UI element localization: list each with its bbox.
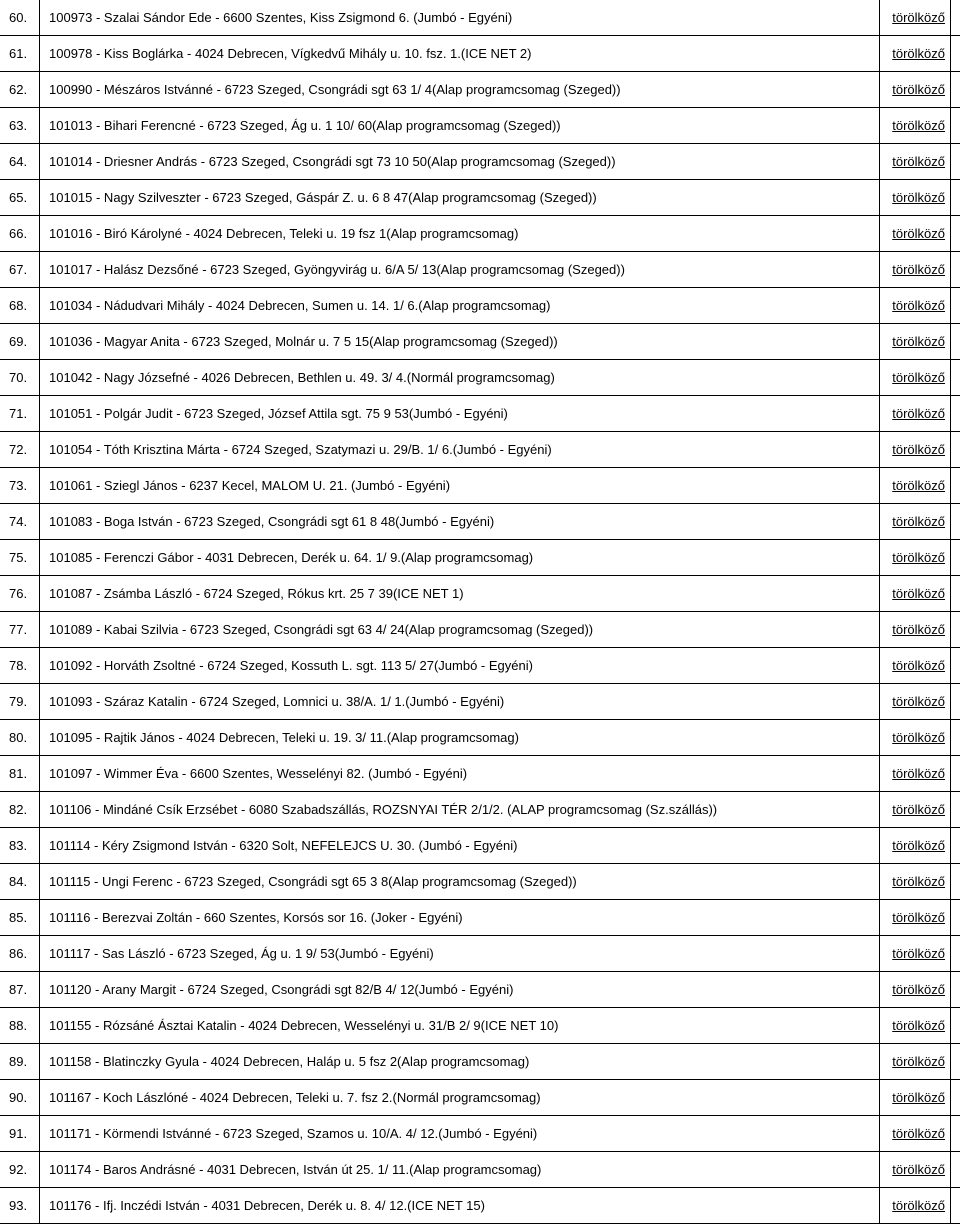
delete-link[interactable]: törölköző [892, 1018, 945, 1033]
table-row [0, 216, 960, 252]
customer-entry: 100973 - Szalai Sándor Ede - 6600 Szentes, Kiss Zsigmond 6. (Jumbó - Egyéni) [49, 10, 513, 25]
delete-link[interactable]: törölköző [892, 370, 945, 385]
customer-entry: 101034 - Nádudvari Mihály - 4024 Debrecen, Sumen u. 14. 1/ 6.(Alap programcsomag) [49, 298, 551, 313]
customer-entry: 101016 - Biró Károlyné - 4024 Debrecen, Teleki u. 19 fsz 1(Alap programcsomag) [49, 226, 519, 241]
table-row [0, 936, 960, 972]
customer-entry: 101014 - Driesner András - 6723 Szeged, Csongrádi sgt 73 10 50(Alap programcsomag (Szeged)) [49, 154, 616, 169]
row-number: 88. [9, 1018, 28, 1033]
delete-link[interactable]: törölköző [892, 1162, 945, 1177]
table-row [0, 108, 960, 144]
customer-entry: 101158 - Blatinczky Gyula - 4024 Debrecen, Haláp u. 5 fsz 2(Alap programcsomag) [49, 1054, 530, 1069]
row-number: 65. [9, 190, 28, 205]
row-number: 80. [9, 730, 28, 745]
delete-link[interactable]: törölköző [892, 154, 945, 169]
row-number: 76. [9, 586, 28, 601]
customer-entry: 101115 - Ungi Ferenc - 6723 Szeged, Csongrádi sgt 65 3 8(Alap programcsomag (Szeged)) [49, 874, 577, 889]
delete-link[interactable]: törölköző [892, 442, 945, 457]
delete-link[interactable]: törölköző [892, 118, 945, 133]
delete-link[interactable]: törölköző [892, 982, 945, 997]
customer-entry: 101015 - Nagy Szilveszter - 6723 Szeged, Gáspár Z. u. 6 8 47(Alap programcsomag (Szeged)) [49, 190, 597, 205]
table-row [0, 828, 960, 864]
customer-entry: 100990 - Mészáros Istvánné - 6723 Szeged, Csongrádi sgt 63 1/ 4(Alap programcsomag (Szeged)) [49, 82, 621, 97]
delete-link[interactable]: törölköző [892, 1054, 945, 1069]
row-number: 72. [9, 442, 28, 457]
row-number: 85. [9, 910, 28, 925]
row-number: 89. [9, 1054, 28, 1069]
table-row [0, 756, 960, 792]
table-row [0, 540, 960, 576]
table-row [0, 900, 960, 936]
row-number: 77. [9, 622, 28, 637]
row-number: 87. [9, 982, 28, 997]
delete-link[interactable]: törölköző [892, 550, 945, 565]
table-row [0, 648, 960, 684]
delete-link[interactable]: törölköző [892, 46, 945, 61]
delete-link[interactable]: törölköző [892, 226, 945, 241]
table-row [0, 288, 960, 324]
table-row [0, 612, 960, 648]
delete-link[interactable]: törölköző [892, 838, 945, 853]
row-number: 73. [9, 478, 28, 493]
row-number: 64. [9, 154, 28, 169]
delete-link[interactable]: törölköző [892, 478, 945, 493]
customer-entry: 101174 - Baros Andrásné - 4031 Debrecen, István út 25. 1/ 11.(Alap programcsomag) [49, 1162, 542, 1177]
customer-entry: 101013 - Bihari Ferencné - 6723 Szeged, Ág u. 1 10/ 60(Alap programcsomag (Szeged)) [49, 118, 561, 133]
customer-entry: 101167 - Koch Lászlóné - 4024 Debrecen, Teleki u. 7. fsz 2.(Normál programcsomag) [49, 1090, 541, 1105]
table-row [0, 396, 960, 432]
customer-entry: 101054 - Tóth Krisztina Márta - 6724 Szeged, Szatymazi u. 29/B. 1/ 6.(Jumbó - Egyéni) [49, 442, 552, 457]
table-row [0, 576, 960, 612]
delete-link[interactable]: törölköző [892, 10, 945, 25]
table-row [0, 144, 960, 180]
delete-link[interactable]: törölköző [892, 910, 945, 925]
table-row [0, 1080, 960, 1116]
row-number: 71. [9, 406, 28, 421]
table-row [0, 72, 960, 108]
table-row [0, 1116, 960, 1152]
customer-entry: 101093 - Száraz Katalin - 6724 Szeged, Lomnici u. 38/A. 1/ 1.(Jumbó - Egyéni) [49, 694, 505, 709]
delete-link[interactable]: törölköző [892, 1198, 945, 1213]
customer-entry: 101083 - Boga István - 6723 Szeged, Csongrádi sgt 61 8 48(Jumbó - Egyéni) [49, 514, 495, 529]
customer-entry: 101120 - Arany Margit - 6724 Szeged, Csongrádi sgt 82/B 4/ 12(Jumbó - Egyéni) [49, 982, 514, 997]
row-number: 92. [9, 1162, 28, 1177]
row-number: 66. [9, 226, 28, 241]
table-row [0, 1152, 960, 1188]
row-number: 81. [9, 766, 28, 781]
customer-entry: 101095 - Rajtik János - 4024 Debrecen, Teleki u. 19. 3/ 11.(Alap programcsomag) [49, 730, 519, 745]
customer-entry: 101097 - Wimmer Éva - 6600 Szentes, Wesselényi 82. (Jumbó - Egyéni) [49, 766, 468, 781]
table-row [0, 720, 960, 756]
customer-entry: 101042 - Nagy Józsefné - 4026 Debrecen, Bethlen u. 49. 3/ 4.(Normál programcsomag) [49, 370, 555, 385]
row-number: 63. [9, 118, 28, 133]
table-row [0, 0, 960, 36]
row-number: 62. [9, 82, 28, 97]
table-row [0, 1188, 960, 1224]
customer-entry: 101171 - Körmendi Istvánné - 6723 Szeged, Szamos u. 10/A. 4/ 12.(Jumbó - Egyéni) [49, 1126, 538, 1141]
customer-entry: 101117 - Sas László - 6723 Szeged, Ág u. 1 9/ 53(Jumbó - Egyéni) [49, 946, 434, 961]
delete-link[interactable]: törölköző [892, 406, 945, 421]
delete-link[interactable]: törölköző [892, 1090, 945, 1105]
customer-entry: 101061 - Sziegl János - 6237 Kecel, MALOM U. 21. (Jumbó - Egyéni) [49, 478, 451, 493]
row-number: 86. [9, 946, 28, 961]
customer-entry: 101051 - Polgár Judit - 6723 Szeged, József Attila sgt. 75 9 53(Jumbó - Egyéni) [49, 406, 508, 421]
delete-link[interactable]: törölköző [892, 514, 945, 529]
row-number: 84. [9, 874, 28, 889]
table-row [0, 324, 960, 360]
delete-link[interactable]: törölköző [892, 190, 945, 205]
table-row [0, 468, 960, 504]
row-number: 74. [9, 514, 28, 529]
table-row [0, 504, 960, 540]
table-row [0, 252, 960, 288]
row-number: 68. [9, 298, 28, 313]
delete-link[interactable]: törölköző [892, 298, 945, 313]
delete-link[interactable]: törölköző [892, 730, 945, 745]
row-number: 79. [9, 694, 28, 709]
delete-link[interactable]: törölköző [892, 874, 945, 889]
delete-link[interactable]: törölköző [892, 802, 945, 817]
customer-entry: 101089 - Kabai Szilvia - 6723 Szeged, Csongrádi sgt 63 4/ 24(Alap programcsomag (Szeged)) [49, 622, 594, 637]
customer-entry: 101085 - Ferenczi Gábor - 4031 Debrecen, Derék u. 64. 1/ 9.(Alap programcsomag) [49, 550, 534, 565]
table-row [0, 432, 960, 468]
table-row [0, 1044, 960, 1080]
table-row [0, 36, 960, 72]
row-number: 67. [9, 262, 28, 277]
delete-link[interactable]: törölköző [892, 622, 945, 637]
delete-link[interactable]: törölköző [892, 694, 945, 709]
customer-entry: 101106 - Mindáné Csík Erzsébet - 6080 Szabadszállás, ROZSNYAI TÉR 2/1/2. (ALAP programcsomag (Sz.szállás)) [49, 802, 718, 817]
customer-entry: 101155 - Rózsáné Ásztai Katalin - 4024 Debrecen, Wesselényi u. 31/B 2/ 9(ICE NET 10) [49, 1018, 559, 1033]
row-number: 75. [9, 550, 28, 565]
delete-link[interactable]: törölköző [892, 586, 945, 601]
row-number: 90. [9, 1090, 28, 1105]
customer-entry: 101176 - Ifj. Inczédi István - 4031 Debrecen, Derék u. 8. 4/ 12.(ICE NET 15) [49, 1198, 485, 1213]
row-number: 91. [9, 1126, 28, 1141]
table-row [0, 792, 960, 828]
row-number: 82. [9, 802, 28, 817]
customer-entry: 101036 - Magyar Anita - 6723 Szeged, Molnár u. 7 5 15(Alap programcsomag (Szeged)) [49, 334, 558, 349]
table-row [0, 180, 960, 216]
delete-link[interactable]: törölköző [892, 1126, 945, 1141]
row-number: 93. [9, 1198, 28, 1213]
row-number: 61. [9, 46, 28, 61]
row-number: 83. [9, 838, 28, 853]
row-number: 70. [9, 370, 28, 385]
delete-link[interactable]: törölköző [892, 766, 945, 781]
customer-entry: 101114 - Kéry Zsigmond István - 6320 Solt, NEFELEJCS U. 30. (Jumbó - Egyéni) [49, 838, 518, 853]
delete-link[interactable]: törölköző [892, 658, 945, 673]
customer-entry: 101116 - Berezvai Zoltán - 660 Szentes, Korsós sor 16. (Joker - Egyéni) [49, 910, 463, 925]
table-row [0, 1008, 960, 1044]
customer-entry: 101087 - Zsámba László - 6724 Szeged, Rókus krt. 25 7 39(ICE NET 1) [49, 586, 464, 601]
table-row [0, 864, 960, 900]
delete-link[interactable]: törölköző [892, 334, 945, 349]
delete-link[interactable]: törölköző [892, 82, 945, 97]
row-number: 78. [9, 658, 28, 673]
table-row [0, 684, 960, 720]
table-row [0, 972, 960, 1008]
row-number: 69. [9, 334, 28, 349]
delete-link[interactable]: törölköző [892, 262, 945, 277]
delete-link[interactable]: törölköző [892, 946, 945, 961]
customer-entry: 100978 - Kiss Boglárka - 4024 Debrecen, Vígkedvű Mihály u. 10. fsz. 1.(ICE NET 2) [49, 46, 532, 61]
customer-entry: 101092 - Horváth Zsoltné - 6724 Szeged, Kossuth L. sgt. 113 5/ 27(Jumbó - Egyéni) [49, 658, 533, 673]
row-number: 60. [9, 10, 28, 25]
table-row [0, 360, 960, 396]
customer-entry: 101017 - Halász Dezsőné - 6723 Szeged, Gyöngyvirág u. 6/A 5/ 13(Alap programcsomag (Szeged)) [49, 262, 625, 277]
